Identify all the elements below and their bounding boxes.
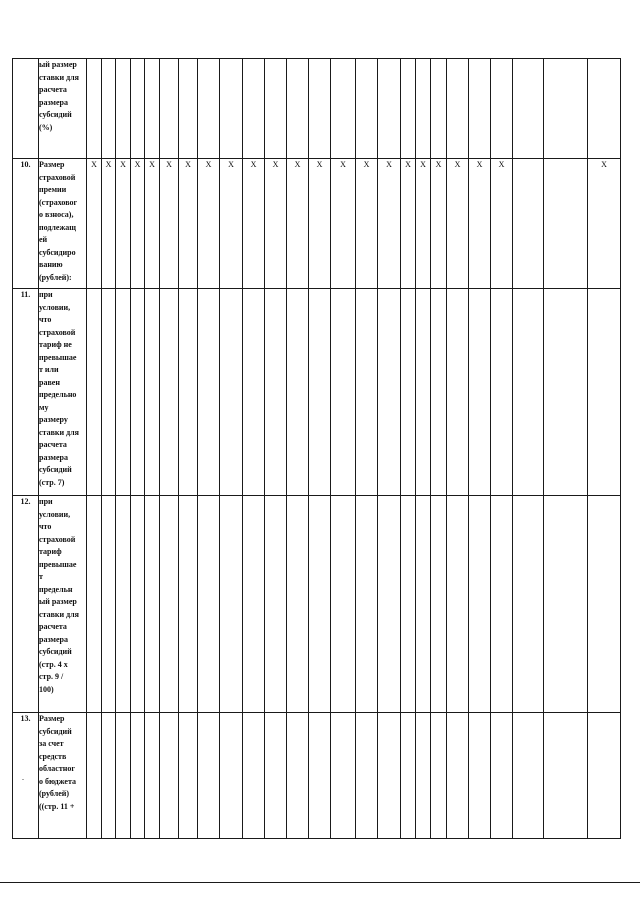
- row-label-line: стр. 9 /: [39, 672, 64, 681]
- row-label-line: что: [39, 522, 52, 531]
- table-cell: [401, 713, 416, 839]
- table-cell: X: [220, 159, 243, 289]
- table-cell: [588, 496, 621, 713]
- row-number: 11.: [13, 289, 39, 496]
- row-label-line: (стр. 7): [39, 477, 65, 487]
- row-label-line: расчета: [39, 622, 67, 631]
- table-cell: [87, 713, 102, 839]
- table-cell: [131, 713, 145, 839]
- table-cell: [265, 496, 287, 713]
- table-cell: [513, 59, 544, 159]
- table-cell: [145, 59, 160, 159]
- table-cell: [309, 496, 331, 713]
- row-label-line: ый размер: [39, 60, 77, 69]
- table-cell: [179, 496, 198, 713]
- row-label-line: страховой: [39, 327, 76, 337]
- row-label-line: т или: [39, 365, 59, 374]
- table-cell: X: [309, 159, 331, 289]
- table-cell: [378, 713, 401, 839]
- table-cell: [287, 496, 309, 713]
- table-cell: [401, 496, 416, 713]
- table-cell: [131, 496, 145, 713]
- table-cell: [431, 59, 447, 159]
- table-cell: [309, 713, 331, 839]
- row-label-line: ый размер: [39, 597, 77, 606]
- row-label-line: размеру: [39, 415, 68, 424]
- table-cell: X: [145, 159, 160, 289]
- row-label-line: при: [39, 497, 53, 506]
- table-cell: [416, 496, 431, 713]
- table-cell: [331, 59, 356, 159]
- table-cell: [287, 289, 309, 496]
- table-cell: [513, 713, 544, 839]
- margin-mark: .: [22, 773, 24, 782]
- table-cell: [513, 289, 544, 496]
- row-label-line: равен: [39, 377, 60, 387]
- table-cell: [544, 159, 588, 289]
- row-label-line: о взноса),: [39, 210, 74, 219]
- table-cell: [220, 496, 243, 713]
- table-cell: X: [265, 159, 287, 289]
- table-cell: [145, 713, 160, 839]
- row-label-line: субсидий: [39, 726, 72, 736]
- table-cell: [416, 59, 431, 159]
- row-label-line: что: [39, 315, 52, 324]
- table-cell: X: [243, 159, 265, 289]
- row-label-line: ((стр. 11 +: [39, 801, 75, 811]
- row-number: 12.: [13, 496, 39, 713]
- table-cell: [87, 59, 102, 159]
- table-cell: [102, 289, 116, 496]
- table-cell: [116, 59, 131, 159]
- row-label-line: премии: [39, 185, 67, 194]
- table-cell: X: [447, 159, 469, 289]
- row-label-line: расчета: [39, 85, 67, 94]
- row-label-line: условии,: [39, 302, 71, 312]
- table-cell: X: [131, 159, 145, 289]
- table-cell: [102, 496, 116, 713]
- table-cell: X: [469, 159, 491, 289]
- row-label-line: (рублей):: [39, 272, 72, 282]
- table-cell: [160, 59, 179, 159]
- table-cell: [243, 496, 265, 713]
- row-label-line: предельн: [39, 584, 73, 594]
- table-cell: [588, 289, 621, 496]
- table-row: [13, 289, 621, 496]
- table-cell: [116, 289, 131, 496]
- row-label: [39, 59, 87, 159]
- row-label-line: (страховог: [39, 197, 78, 207]
- row-label-line: страховой: [39, 172, 76, 182]
- table-cell: X: [287, 159, 309, 289]
- table-cell: [145, 289, 160, 496]
- row-label-line: тариф не: [39, 340, 72, 349]
- table-cell: [87, 496, 102, 713]
- row-label-line: превышае: [39, 559, 77, 569]
- table-cell: [145, 496, 160, 713]
- table-cell: [401, 289, 416, 496]
- row-label-line: размера: [39, 634, 68, 644]
- table-cell: [416, 713, 431, 839]
- table-cell: [220, 59, 243, 159]
- row-label-line: ставки для: [39, 72, 79, 82]
- row-label-line: Размер: [39, 160, 65, 169]
- table-cell: X: [401, 159, 416, 289]
- table-cell: X: [491, 159, 513, 289]
- table-cell: [243, 713, 265, 839]
- table-cell: [544, 289, 588, 496]
- table-cell: X: [102, 159, 116, 289]
- table-cell: [447, 713, 469, 839]
- table-cell: [116, 713, 131, 839]
- table-cell: [331, 496, 356, 713]
- table-cell: [243, 289, 265, 496]
- table-cell: [265, 59, 287, 159]
- table-row: [13, 713, 621, 839]
- form-sheet: [12, 58, 606, 839]
- row-label-line: (стр. 4 x: [39, 659, 68, 669]
- table-cell: [198, 713, 220, 839]
- table-cell: [160, 713, 179, 839]
- table-cell: [491, 496, 513, 713]
- table-cell: [331, 713, 356, 839]
- row-label-line: субсидиро: [39, 247, 76, 257]
- table-cell: [447, 289, 469, 496]
- table-cell: [198, 496, 220, 713]
- table-cell: [544, 496, 588, 713]
- row-label-line: страховой: [39, 534, 76, 544]
- table-cell: [116, 496, 131, 713]
- row-label-line: Размер: [39, 714, 65, 723]
- row-label-line: субсидий: [39, 110, 72, 119]
- table-cell: [431, 289, 447, 496]
- row-number: 10.: [13, 159, 39, 289]
- table-cell: [491, 289, 513, 496]
- table-cell: [544, 59, 588, 159]
- table-cell: [491, 713, 513, 839]
- page-bottom-rule: [0, 882, 640, 883]
- table-cell: [469, 59, 491, 159]
- row-label-line: средств: [39, 751, 67, 761]
- table-cell: X: [87, 159, 102, 289]
- row-label-line: размера: [39, 97, 68, 107]
- row-label-line: субсидий: [39, 647, 72, 656]
- table-cell: [356, 59, 378, 159]
- row-label-line: ей: [39, 235, 48, 244]
- row-label-line: условии,: [39, 509, 71, 519]
- table-cell: [102, 59, 116, 159]
- row-label: [39, 713, 87, 839]
- table-cell: [287, 713, 309, 839]
- table-cell: [198, 59, 220, 159]
- table-cell: [309, 289, 331, 496]
- table-cell: [198, 289, 220, 496]
- table-cell: X: [116, 159, 131, 289]
- table-cell: [87, 289, 102, 496]
- row-label-line: ванию: [39, 260, 63, 269]
- table-cell: X: [431, 159, 447, 289]
- row-number: [13, 59, 39, 159]
- table-cell: X: [179, 159, 198, 289]
- row-label-line: субсидий: [39, 465, 72, 474]
- row-label: [39, 159, 87, 289]
- table-cell: X: [160, 159, 179, 289]
- table-cell: [378, 496, 401, 713]
- table-cell: X: [588, 159, 621, 289]
- table-cell: [179, 289, 198, 496]
- table-cell: [243, 59, 265, 159]
- table-cell: [513, 496, 544, 713]
- row-label-line: ставки для: [39, 609, 79, 619]
- row-label-line: предельно: [39, 390, 77, 399]
- subsidy-calculation-table: [12, 58, 621, 839]
- table-cell: [160, 496, 179, 713]
- table-cell: [179, 713, 198, 839]
- table-cell: [179, 59, 198, 159]
- row-label-line: расчета: [39, 440, 67, 449]
- row-label: [39, 496, 87, 713]
- table-cell: [469, 496, 491, 713]
- table-cell: [513, 159, 544, 289]
- table-cell: [131, 59, 145, 159]
- table-row: [13, 159, 621, 289]
- row-label-line: размера: [39, 452, 68, 462]
- table-cell: X: [331, 159, 356, 289]
- row-label-line: ставки для: [39, 427, 79, 437]
- table-cell: X: [198, 159, 220, 289]
- row-label: [39, 289, 87, 496]
- table-cell: [447, 496, 469, 713]
- table-cell: [491, 59, 513, 159]
- table-row: [13, 59, 621, 159]
- table-cell: [378, 289, 401, 496]
- table-cell: [102, 713, 116, 839]
- table-cell: [416, 289, 431, 496]
- table-cell: [378, 59, 401, 159]
- table-cell: [401, 59, 416, 159]
- row-label-line: т: [39, 572, 43, 581]
- row-label-line: подлежащ: [39, 222, 77, 232]
- table-cell: [588, 59, 621, 159]
- table-cell: [220, 289, 243, 496]
- table-cell: [265, 713, 287, 839]
- table-row: [13, 496, 621, 713]
- table-cell: [131, 289, 145, 496]
- table-cell: X: [416, 159, 431, 289]
- row-number: 13.: [13, 713, 39, 839]
- table-cell: X: [356, 159, 378, 289]
- row-label-line: тариф: [39, 547, 62, 556]
- table-cell: [265, 289, 287, 496]
- row-label-line: 100): [39, 684, 54, 694]
- table-cell: [356, 289, 378, 496]
- table-cell: [331, 289, 356, 496]
- table-cell: [220, 713, 243, 839]
- row-label-line: за счет: [39, 739, 64, 748]
- table-cell: [431, 496, 447, 713]
- table-cell: [469, 713, 491, 839]
- row-label-line: му: [39, 402, 49, 412]
- row-label-line: (рублей): [39, 789, 70, 798]
- row-label-line: (%): [39, 122, 53, 132]
- table-cell: [469, 289, 491, 496]
- row-label-line: превышае: [39, 352, 77, 362]
- row-label-line: при: [39, 290, 53, 299]
- table-cell: [544, 713, 588, 839]
- row-label-line: о бюджета: [39, 776, 76, 786]
- table-cell: [309, 59, 331, 159]
- table-cell: [447, 59, 469, 159]
- table-cell: [356, 496, 378, 713]
- table-cell: [356, 713, 378, 839]
- table-cell: [287, 59, 309, 159]
- table-cell: [431, 713, 447, 839]
- table-cell: [588, 713, 621, 839]
- table-cell: [160, 289, 179, 496]
- table-cell: X: [378, 159, 401, 289]
- row-label-line: областног: [39, 764, 76, 773]
